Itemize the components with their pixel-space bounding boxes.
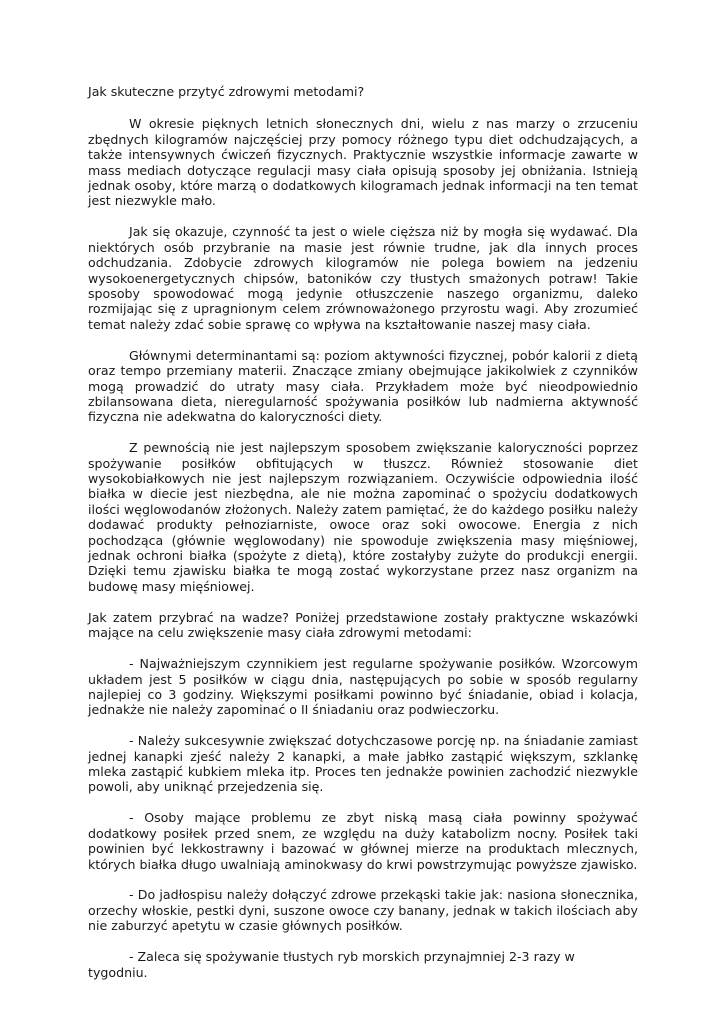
paragraph-1: W okresie pięknych letnich słonecznych dni, wielu z nas marzy o zrzuceniu zbędnych kilogramów najczęściej przy pomocy różnego typu diet odchudzających, a także intensywnych ćwiczeń fizycznych. Praktycznie wszystkie informacje zawarte w mass mediach dotyczące regulacji masy ciała opisują sposoby jej obniżania. Istnieją jednak osoby, które marzą o dodatkowych kilogramach jednak informacji na ten temat jest niezwykle mało. [88,116,638,209]
tip-5: - Zaleca się spożywanie tłustych ryb morskich przynajmniej 2-3 razy w tygodniu. [88,949,575,980]
tip-2: - Należy sukcesywnie zwiększać dotychczasowe porcję np. na śniadanie zamiast jednej kanapki zjeść należy 2 kanapki, a małe jabłko zastąpić większym, szklankę mleka zastąpić kubkiem mleka itp. Proces ten jednakże powinien zachodzić niezwykle powoli, aby uniknąć przejedzenia się. [88,733,638,795]
tips-intro: Jak zatem przybrać na wadze? Poniżej przedstawione zostały praktyczne wskazówki mające na celu zwiększenie masy ciała zdrowymi metodami: [88,609,638,641]
tip-4: - Do jadłospisu należy dołączyć zdrowe przekąski takie jak: nasiona słonecznika, orzechy włoskie, pestki dyni, suszone owoce czy banany, jednak w takich ilościach aby nie zaburzyć apetytu w czasie głównych posiłków. [88,887,638,934]
paragraph-3: Głównymi determinantami są: poziom aktywności fizycznej, pobór kalorii z dietą oraz tempo przemiany materii. Znaczące zmiany obejmujące jakikolwiek z czynników mogą prowadzić do utraty masy ciała. Przykładem może być nieodpowiednio zbilansowana dieta, nieregularność spożywania posiłków lub nadmierna aktywność fizyczna nie adekwatna do kaloryczności diety. [88,347,638,425]
paragraph-4: Z pewnością nie jest najlepszym sposobem zwiększanie kaloryczności poprzez spożywanie posiłków obfitujących w tłuszcz. Również stosowanie diet wysokobiałkowych nie jest najlepszym rozwiązaniem. Oczywiście odpowiednia ilość białka w diecie jest niezbędna, ale nie można zapominać o spożyciu dodatkowych ilości węglowodanów złożonych. Należy zatem pamiętać, że do każdego posiłku należy dodawać produkty pełnoziarniste, owoce oraz soki owocowe. Energia z nich pochodząca (głównie węglowodany) nie spowoduje zwiększenia masy mięśniowej, jednak ochroni białka (spożyte z dietą), które zostałyby zużyte do produkcji energii. Dzięki temu zjawisku białka te mogą zostać wykorzystane przez nasz organizm na budowę masy mięśniowej. [88,440,638,594]
tip-1: - Najważniejszym czynnikiem jest regularne spożywanie posiłków. Wzorcowym układem jest 5 posiłków w ciągu dnia, następujących po sobie w sposób regularny najlepiej co 3 godziny. Większymi posiłkami powinno być śniadanie, obiad i kolacja, jednakże nie należy zapominać o II śniadaniu oraz podwieczorku. [88,656,638,718]
document-page [88,84,638,996]
document-title: Jak skuteczne przytyć zdrowymi metodami? [88,84,365,99]
paragraph-2: Jak się okazuje, czynność ta jest o wiele cięższa niż by mogła się wydawać. Dla niektórych osób przybranie na masie jest równie trudne, jak dla innych proces odchudzania. Zdobycie zdrowych kilogramów nie polega bowiem na jedzeniu wysokoenergetycznych chipsów, batoników czy tłustych smażonych potraw! Takie sposoby spowodować mogą jedynie otłuszczenie naszego organizmu, daleko rozmijając się z upragnionym celem zrównoważonego przyrostu wagi. Aby zrozumieć temat należy zdać sobie sprawę co wpływa na kształtowanie naszej masy ciała. [88,224,638,332]
tip-3: - Osoby mające problemu ze zbyt niską masą ciała powinny spożywać dodatkowy posiłek przed snem, ze względu na duży katabolizm nocny. Posiłek taki powinien być lekkostrawny i bazować w głównej mierze na produktach mlecznych, których białka długo uwalniają aminokwasy do krwi powstrzymując powyższe zjawisko. [88,810,638,872]
